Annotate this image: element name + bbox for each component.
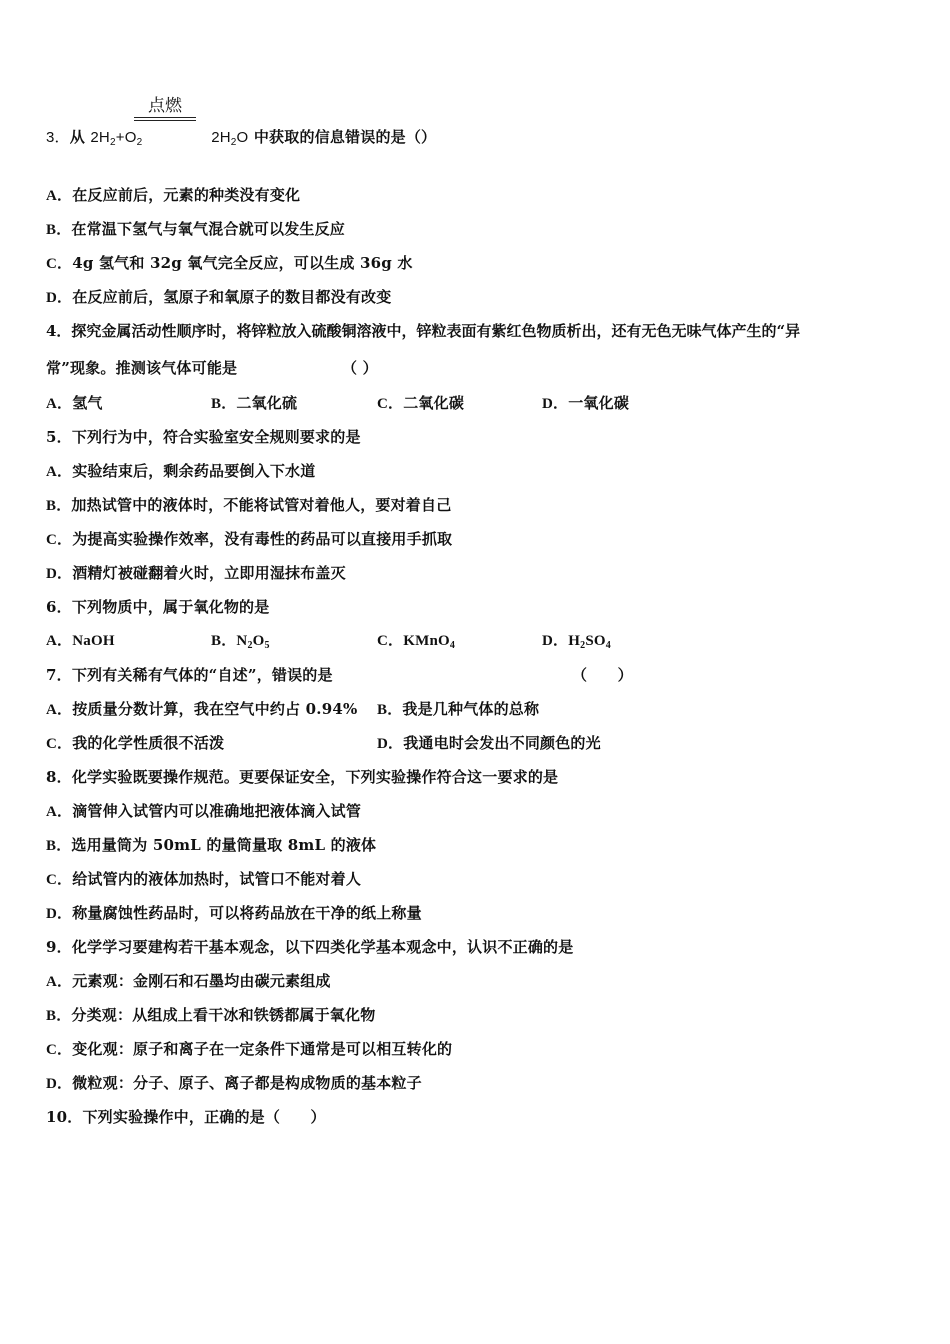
reaction-equals-bar — [134, 117, 196, 121]
reactants: $2H_2+O_2$ — [90, 129, 143, 148]
question-5-stem: 5．下列行为中，符合实验室安全规则要求的是 — [46, 428, 361, 446]
q6-option-b: B．$N_2O_5$ — [211, 633, 270, 651]
question-9-stem: 9．化学学习要建构若干基本观念，以下四类化学基本观念中，认识不正确的是 — [46, 938, 574, 956]
q7-option-b: B．我是几种气体的总称 — [377, 700, 540, 718]
q3-option-d: D．在反应前后，氢原子和氧原子的数目都没有改变 — [46, 288, 392, 306]
q9-option-b: B．分类观：从组成上看干冰和铁锈都属于氧化物 — [46, 1006, 376, 1024]
q7-option-c: C．我的化学性质很不活泼 — [46, 734, 225, 752]
question-4-stem-line1: 4．探究金属活动性顺序时，将锌粒放入硫酸铜溶液中，锌粒表面有紫红色物质析出，还有无色无味气体产生的“异 — [46, 322, 801, 340]
q4-option-d: D．一氧化碳 — [542, 394, 630, 412]
q8-option-c: C．给试管内的液体加热时，试管口不能对着人 — [46, 870, 362, 888]
q5-option-a: A．实验结束后，剩余药品要倒入下水道 — [46, 462, 316, 480]
q9-option-c: C．变化观：原子和离子在一定条件下通常是可以相互转化的 — [46, 1040, 453, 1058]
q6-option-c: C．KMnO$_4$ — [377, 633, 456, 651]
q3-option-c: C．4g 氢气和 32g 氧气完全反应，可以生成 36g 水 — [46, 254, 413, 272]
q4-option-b: B．二氧化硫 — [211, 394, 298, 412]
q6-option-d: D．$H_2SO_4$ — [542, 633, 611, 651]
product: $2H_2O$ — [211, 129, 249, 148]
q7-option-a: A．按质量分数计算，我在空气中约占 0.94% — [46, 700, 358, 718]
q3-option-a: A．在反应前后，元素的种类没有变化 — [46, 186, 301, 204]
condition-label: 点燃 — [148, 96, 182, 116]
q5-option-c: C．为提高实验操作效率，没有毒性的药品可以直接用手抓取 — [46, 530, 453, 548]
q8-option-b: B．选用量筒为 50mL 的量筒量取 8mL 的液体 — [46, 836, 377, 854]
q8-option-d: D．称量腐蚀性药品时，可以将药品放在干净的纸上称量 — [46, 904, 422, 922]
q3-option-b: B．在常温下氢气与氧气混合就可以发生反应 — [46, 220, 346, 238]
q4-option-a: A．氢气 — [46, 394, 103, 412]
q7-option-d: D．我通电时会发出不同颜色的光 — [377, 734, 601, 752]
q8-option-a: A．滴管伸入试管内可以准确地把液体滴入试管 — [46, 802, 362, 820]
question-4-stem-line2: 常”现象。推测该气体可能是 （ ） — [46, 359, 378, 377]
q5-option-d: D．酒精灯被碰翻着火时，立即用湿抹布盖灭 — [46, 564, 346, 582]
question-6-stem: 6．下列物质中，属于氧化物的是 — [46, 598, 270, 616]
question-7-stem: 7．下列有关稀有气体的“自述”，错误的是 （ ） — [46, 666, 633, 684]
question-10-stem: 10．下列实验操作中，正确的是（ ） — [46, 1108, 326, 1126]
q9-option-d: D．微粒观：分子、原子、离子都是构成物质的基本粒子 — [46, 1074, 422, 1092]
reaction-condition — [134, 96, 196, 121]
q9-option-a: A．元素观：金刚石和石墨均由碳元素组成 — [46, 972, 331, 990]
question-8-stem: 8．化学实验既要操作规范。更要保证安全，下列实验操作符合这一要求的是 — [46, 768, 559, 786]
question-3-stem: 3．从 $2H_2+O_2$ $2H_2O$ 中获取的信息错误的是（） — [46, 128, 437, 148]
q5-option-b: B．加热试管中的液体时，不能将试管对着他人，要对着自己 — [46, 496, 452, 514]
q6-option-a: A．NaOH — [46, 633, 115, 649]
q4-option-c: C．二氧化碳 — [377, 394, 465, 412]
